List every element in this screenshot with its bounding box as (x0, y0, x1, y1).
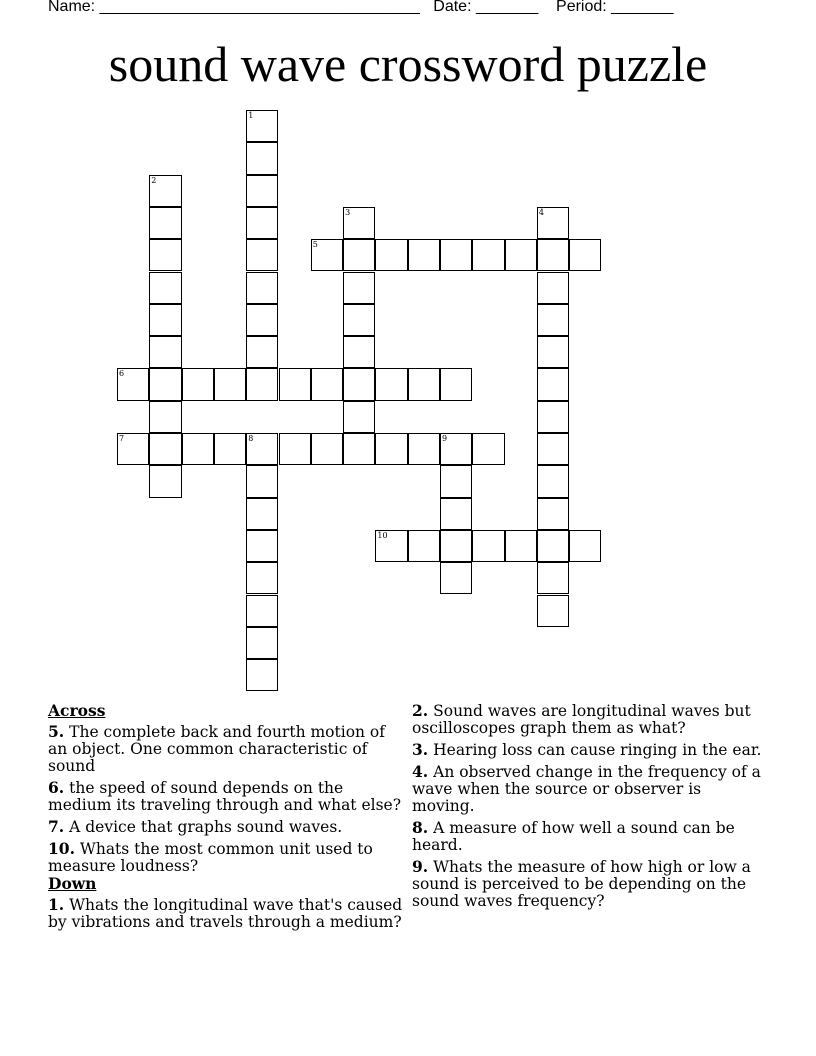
clue-down-4: 4. An observed change in the frequency of a wave when the source or observer is moving. (412, 762, 761, 815)
grid-cell[interactable] (472, 530, 504, 562)
grid-cell[interactable] (246, 272, 278, 304)
clue-down-8: 8. A measure of how well a sound can be heard. (412, 818, 735, 854)
clue-down-1: 1. Whats the longitudinal wave that's caused by vibrations and travels through a medium? (48, 895, 403, 931)
clue-number: 3 (345, 207, 351, 217)
grid-cell[interactable] (246, 627, 278, 659)
grid-cell[interactable] (246, 465, 278, 497)
grid-cell[interactable] (375, 530, 407, 562)
grid-cell[interactable] (537, 530, 569, 562)
grid-cell[interactable] (246, 498, 278, 530)
clue-number: 7 (119, 434, 125, 443)
grid-cell[interactable] (246, 304, 278, 336)
grid-cell[interactable] (343, 368, 375, 400)
grid-cell[interactable] (440, 562, 472, 594)
clue-number: 9 (442, 434, 448, 443)
grid-cell[interactable] (246, 239, 278, 271)
clue-down-9: 9. Whats the measure of how high or low a sound is perceived to be depending on the sound waves frequency? (412, 857, 751, 910)
clue-number: 4 (538, 207, 544, 217)
grid-cell[interactable] (149, 368, 181, 400)
grid-cell[interactable] (537, 272, 569, 304)
grid-cell[interactable] (440, 465, 472, 497)
grid-cell[interactable] (375, 368, 407, 400)
grid-cell[interactable] (505, 530, 537, 562)
clue-across-7: 7. A device that graphs sound waves. (48, 817, 343, 836)
clues-right-column (412, 702, 767, 914)
clue-down-3: 3. Hearing loss can cause ringing in the ear. (412, 740, 762, 759)
grid-cell[interactable] (311, 239, 343, 271)
grid-cell[interactable] (440, 239, 472, 271)
grid-cell[interactable] (214, 368, 246, 400)
grid-cell[interactable] (537, 465, 569, 497)
grid-cell[interactable] (569, 239, 601, 271)
grid-cell[interactable] (149, 465, 181, 497)
grid-cell[interactable] (440, 368, 472, 400)
grid-cell[interactable] (311, 368, 343, 400)
grid-cell[interactable] (246, 142, 278, 174)
clue-number: 5 (312, 240, 318, 250)
grid-cell[interactable] (246, 562, 278, 594)
grid-cell[interactable] (537, 368, 569, 400)
grid-cell[interactable] (182, 433, 214, 465)
grid-cell[interactable] (214, 433, 246, 465)
down-heading: Down (48, 874, 97, 893)
grid-cell[interactable] (149, 239, 181, 271)
grid-cell[interactable] (246, 595, 278, 627)
grid-cell[interactable] (149, 304, 181, 336)
clue-across-6: 6. the speed of sound depends on the medium its traveling through and what else? (48, 778, 402, 814)
grid-cell[interactable] (343, 207, 375, 239)
grid-cell[interactable] (537, 207, 569, 239)
grid-cell[interactable] (375, 239, 407, 271)
grid-cell[interactable] (149, 401, 181, 433)
grid-cell[interactable] (246, 175, 278, 207)
grid-cell[interactable] (343, 336, 375, 368)
clue-across-5: 5. The complete back and fourth motion of an object. One common characteristic of sound (48, 722, 385, 775)
grid-cell[interactable] (343, 401, 375, 433)
grid-cell[interactable] (537, 595, 569, 627)
grid-cell[interactable] (472, 433, 504, 465)
grid-cell[interactable] (537, 433, 569, 465)
grid-cell[interactable] (246, 110, 278, 142)
clue-number: 6 (119, 369, 125, 379)
grid-cell[interactable] (246, 368, 278, 400)
grid-cell[interactable] (246, 207, 278, 239)
grid-cell[interactable] (440, 433, 472, 465)
grid-cell[interactable] (117, 433, 149, 465)
grid-cell[interactable] (246, 336, 278, 368)
grid-cell[interactable] (408, 239, 440, 271)
grid-cell[interactable] (375, 433, 407, 465)
grid-cell[interactable] (343, 433, 375, 465)
grid-cell[interactable] (408, 530, 440, 562)
date-field[interactable]: Date: _______ (433, 0, 539, 15)
grid-cell[interactable] (311, 433, 343, 465)
grid-cell[interactable] (149, 175, 181, 207)
grid-cell[interactable] (408, 433, 440, 465)
clue-number: 2 (151, 175, 157, 185)
grid-cell[interactable] (569, 530, 601, 562)
grid-cell[interactable] (537, 562, 569, 594)
grid-cell[interactable] (279, 433, 311, 465)
grid-cell[interactable] (149, 433, 181, 465)
grid-cell[interactable] (440, 530, 472, 562)
grid-cell[interactable] (149, 336, 181, 368)
period-field[interactable]: Period: _______ (556, 0, 674, 15)
clue-number: 1 (248, 111, 254, 120)
grid-cell[interactable] (246, 530, 278, 562)
grid-cell[interactable] (343, 239, 375, 271)
grid-cell[interactable] (182, 368, 214, 400)
grid-cell[interactable] (537, 401, 569, 433)
clue-down-2: 2. Sound waves are longitudinal waves but oscilloscopes graph them as what? (412, 701, 751, 737)
grid-cell[interactable] (343, 304, 375, 336)
grid-cell[interactable] (149, 207, 181, 239)
clue-number: 10 (377, 530, 388, 540)
clues-left-column (48, 702, 403, 935)
grid-cell[interactable] (440, 498, 472, 530)
grid-cell[interactable] (343, 272, 375, 304)
grid-cell[interactable] (472, 239, 504, 271)
grid-cell[interactable] (246, 659, 278, 691)
name-field[interactable]: Name: ____________________________________ (48, 0, 420, 15)
grid-cell[interactable] (537, 239, 569, 271)
clue-across-10: 10. Whats the most common unit used to measure loudness? (48, 839, 373, 875)
page-title: sound wave crossword puzzle (108, 36, 708, 92)
across-heading: Across (48, 701, 106, 720)
grid-cell[interactable] (117, 368, 149, 400)
grid-cell[interactable] (537, 336, 569, 368)
grid-cell[interactable] (149, 272, 181, 304)
grid-cell[interactable] (408, 368, 440, 400)
grid-cell[interactable] (537, 304, 569, 336)
clue-number: 8 (248, 434, 254, 443)
grid-cell[interactable] (279, 368, 311, 400)
grid-cell[interactable] (246, 433, 278, 465)
grid-cell[interactable] (505, 239, 537, 271)
grid-cell[interactable] (537, 498, 569, 530)
